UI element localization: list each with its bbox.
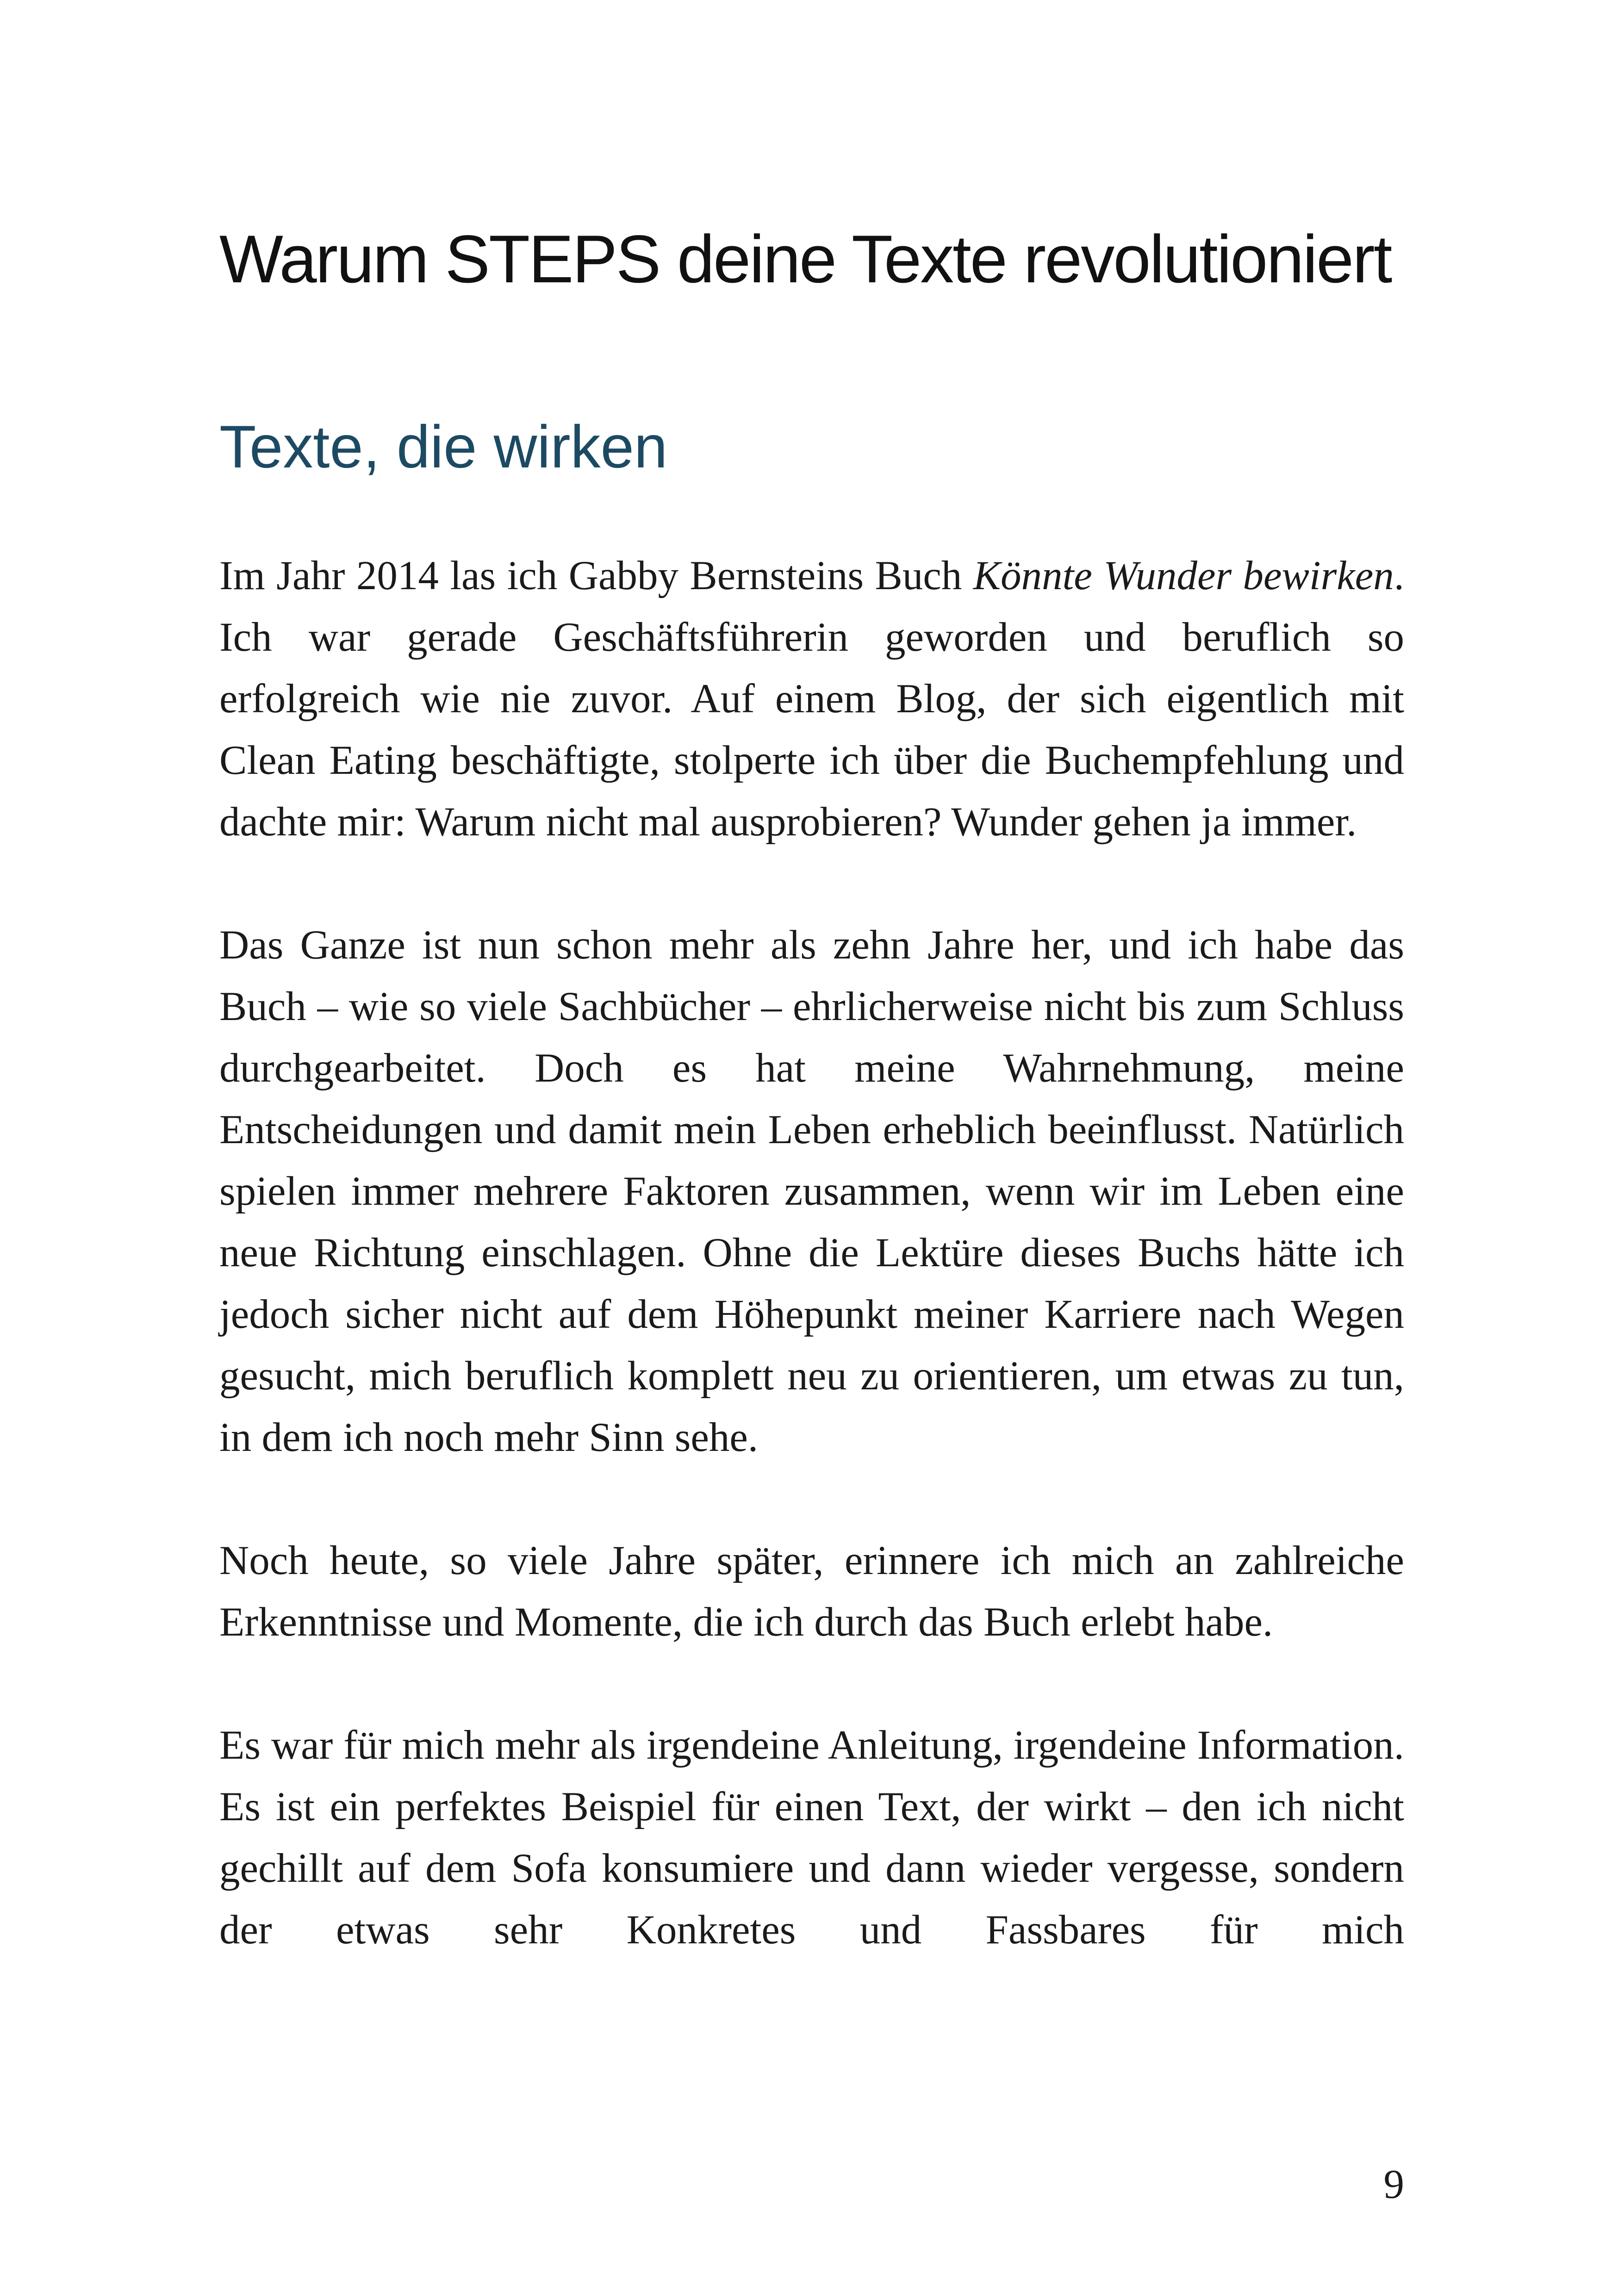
body-text [219, 545, 1404, 2022]
book-title-emphasis: Könnte Wunder bewirken [973, 553, 1394, 598]
section-title: Texte, die wirken [219, 413, 668, 480]
paragraph-3: Noch heute, so viele Jahre später, erinnere ich mich an zahlreiche Erkenntnisse und Momente, die ich durch das Buch erlebt habe. [219, 1538, 1404, 1645]
paragraph-1-start: Im Jahr 2014 las ich Gabby Bernsteins Buch [219, 553, 973, 598]
page-number: 9 [1383, 2162, 1404, 2207]
paragraph-1-end: . Ich war gerade Geschäftsführerin geworden und beruflich so erfolgreich wie nie zuvor. Auf einem Blog, der sich eigentlich mit Clean Eating beschäftigte, stolperte ich über die Buchempfehlung und dachte mir: Warum nicht mal ausprobieren? Wunder gehen ja immer. [219, 553, 1404, 845]
chapter-title: Warum STEPS deine Texte revolutioniert [219, 221, 1391, 297]
paragraph-2: Das Ganze ist nun schon mehr als zehn Jahre her, und ich habe das Buch – wie so viele Sachbücher – ehrlicherweise nicht bis zum Schluss durchgearbeitet. Doch es hat meine Wahrnehmung, meine Entscheidungen und damit mein Leben erheblich beeinflusst. Natürlich spielen immer mehrere Faktoren zusammen, wenn wir im Leben eine neue Richtung einschlagen. Ohne die Lektüre dieses Buchs hätte ich jedoch sicher nicht auf dem Höhepunkt meiner Karriere nach Wegen gesucht, mich beruflich komplett neu zu orientieren, um etwas zu tun, in dem ich noch mehr Sinn sehe. [219, 922, 1404, 1460]
paragraph-4: Es war für mich mehr als irgendeine Anleitung, irgendeine Information. Es ist ein perfektes Beispiel für einen Text, der wirkt – den ich nicht gechillt auf dem Sofa konsumiere und dann wieder vergesse, sondern der etwas sehr Konkretes und Fassbares für mich [219, 1723, 1404, 1953]
paragraph-1 [219, 545, 1404, 853]
